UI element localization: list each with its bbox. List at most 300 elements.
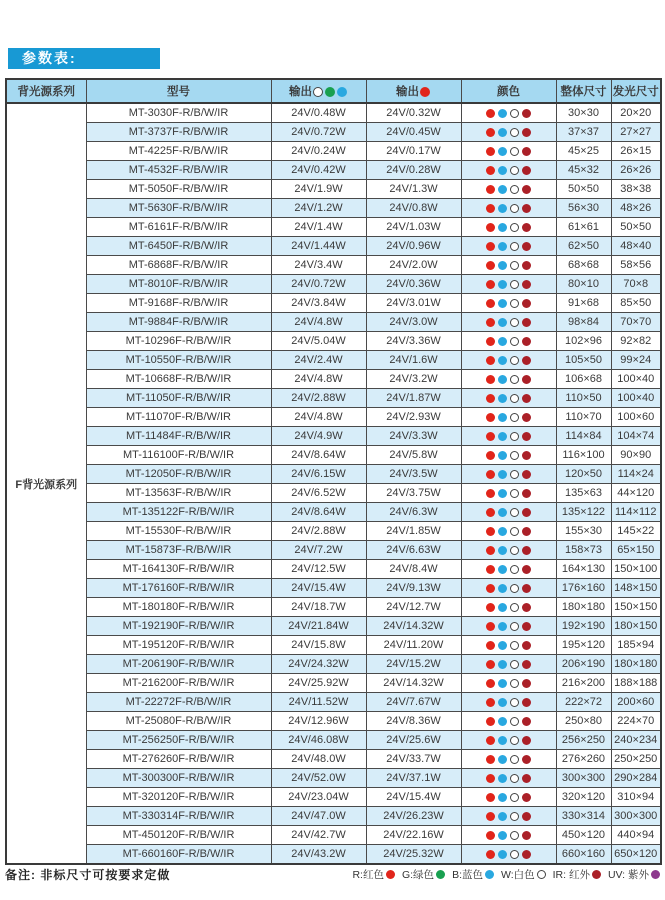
model-cell: MT-4225F-R/B/W/IR — [86, 142, 271, 161]
overall-size-cell: 30×30 — [556, 103, 611, 123]
blue-dot-icon — [498, 527, 507, 536]
color-dots-cell — [461, 103, 556, 123]
model-cell: MT-9168F-R/B/W/IR — [86, 294, 271, 313]
legend-label: G:绿色 — [401, 869, 435, 881]
output-r-cell: 24V/8.36W — [366, 712, 461, 731]
red-dot-icon — [486, 793, 495, 802]
blue-dot-icon — [498, 204, 507, 213]
white-dot-icon — [510, 280, 519, 289]
table-row — [6, 750, 661, 769]
blue-dot-icon — [498, 432, 507, 441]
blue-dot-icon — [498, 413, 507, 422]
model-cell: MT-25080F-R/B/W/IR — [86, 712, 271, 731]
blue-dot-icon — [498, 622, 507, 631]
blue-dot-icon — [498, 337, 507, 346]
legend-item — [608, 867, 660, 882]
emitting-size-cell: 44×120 — [611, 484, 661, 503]
white-dot-icon — [510, 546, 519, 555]
parameter-table — [5, 78, 662, 865]
emitting-size-cell: 38×38 — [611, 180, 661, 199]
model-cell: MT-3737F-R/B/W/IR — [86, 123, 271, 142]
red-dot-icon — [486, 546, 495, 555]
emitting-size-cell: 114×24 — [611, 465, 661, 484]
table-row — [6, 408, 661, 427]
output-r-cell: 24V/1.03W — [366, 218, 461, 237]
emitting-size-cell: 70×8 — [611, 275, 661, 294]
color-dots-cell — [461, 503, 556, 522]
output-r-cell: 24V/8.4W — [366, 560, 461, 579]
legend-label: B:蓝色 — [452, 869, 483, 881]
red-dot-icon — [486, 451, 495, 460]
overall-size-cell: 56×30 — [556, 199, 611, 218]
ir-dot-icon — [522, 147, 531, 156]
model-cell: MT-8010F-R/B/W/IR — [86, 275, 271, 294]
overall-size-cell: 106×68 — [556, 370, 611, 389]
legend-label: IR: 红外 — [552, 869, 590, 881]
red-dot-icon — [486, 128, 495, 137]
color-dots-cell — [461, 826, 556, 845]
output-r-cell: 24V/25.32W — [366, 845, 461, 865]
table-row — [6, 617, 661, 636]
red-dot-icon — [486, 679, 495, 688]
overall-size-cell: 164×130 — [556, 560, 611, 579]
emitting-size-cell: 27×27 — [611, 123, 661, 142]
output-wgb-cell: 24V/3.84W — [271, 294, 366, 313]
model-cell: MT-11070F-R/B/W/IR — [86, 408, 271, 427]
output-wgb-cell: 24V/4.9W — [271, 427, 366, 446]
emitting-size-cell: 26×26 — [611, 161, 661, 180]
white-dot-icon — [510, 831, 519, 840]
color-dots-cell — [461, 465, 556, 484]
red-dot-icon — [486, 641, 495, 650]
output-wgb-cell: 24V/1.44W — [271, 237, 366, 256]
table-row — [6, 370, 661, 389]
overall-size-cell: 158×73 — [556, 541, 611, 560]
output-r-cell: 24V/12.7W — [366, 598, 461, 617]
output-r-cell: 24V/1.87W — [366, 389, 461, 408]
ir-dot-icon — [522, 109, 531, 118]
color-dots-cell — [461, 636, 556, 655]
ir-dot-icon — [522, 774, 531, 783]
blue-dot-icon — [498, 356, 507, 365]
red-dot-icon — [486, 660, 495, 669]
output-r-cell: 24V/3.0W — [366, 313, 461, 332]
model-cell: MT-256250F-R/B/W/IR — [86, 731, 271, 750]
ir-dot-icon — [522, 223, 531, 232]
color-dots-cell — [461, 161, 556, 180]
output-r-cell: 24V/11.20W — [366, 636, 461, 655]
white-dot-icon — [510, 660, 519, 669]
blue-dot-icon — [498, 546, 507, 555]
blue-dot-icon — [498, 717, 507, 726]
emitting-size-cell: 50×50 — [611, 218, 661, 237]
ir-dot-icon — [522, 565, 531, 574]
red-dot-icon — [486, 774, 495, 783]
ir-dot-icon — [522, 375, 531, 384]
output-wgb-cell: 24V/8.64W — [271, 446, 366, 465]
white-dot-icon — [510, 736, 519, 745]
emitting-size-cell: 90×90 — [611, 446, 661, 465]
table-row — [6, 237, 661, 256]
blue-dot-icon — [498, 489, 507, 498]
model-cell: MT-6161F-R/B/W/IR — [86, 218, 271, 237]
white-dot-icon — [510, 223, 519, 232]
white-dot-icon — [510, 318, 519, 327]
emitting-size-cell: 20×20 — [611, 103, 661, 123]
ir-dot-icon — [522, 394, 531, 403]
emitting-size-cell: 150×150 — [611, 598, 661, 617]
output-wgb-cell: 24V/1.4W — [271, 218, 366, 237]
output-r-cell: 24V/37.1W — [366, 769, 461, 788]
overall-size-cell: 276×260 — [556, 750, 611, 769]
header-model: 型号 — [86, 79, 271, 103]
red-dot-icon — [486, 185, 495, 194]
output-r-cell: 24V/15.2W — [366, 655, 461, 674]
table-row — [6, 218, 661, 237]
output-r-cell: 24V/3.2W — [366, 370, 461, 389]
green-dot-icon — [325, 87, 335, 97]
ir-dot-icon — [522, 185, 531, 194]
table-row — [6, 560, 661, 579]
white-dot-icon — [510, 432, 519, 441]
red-dot-icon — [486, 318, 495, 327]
color-dots-cell — [461, 579, 556, 598]
footer-note: 备注: 非标尺寸可按要求定做 — [5, 868, 171, 882]
table-row — [6, 123, 661, 142]
table-row — [6, 731, 661, 750]
white-dot-icon — [510, 679, 519, 688]
overall-size-cell: 120×50 — [556, 465, 611, 484]
blue-dot-icon — [498, 394, 507, 403]
blue-dot-icon — [498, 451, 507, 460]
white-dot-icon — [510, 394, 519, 403]
color-dots-cell — [461, 446, 556, 465]
overall-size-cell: 62×50 — [556, 237, 611, 256]
overall-size-cell: 37×37 — [556, 123, 611, 142]
model-cell: MT-320120F-R/B/W/IR — [86, 788, 271, 807]
color-dots-cell — [461, 655, 556, 674]
ir-dot-icon — [522, 736, 531, 745]
blue-dot-icon — [498, 242, 507, 251]
white-dot-icon — [510, 622, 519, 631]
header-output-r: 输出 — [366, 79, 461, 103]
output-r-cell: 24V/9.13W — [366, 579, 461, 598]
blue-dot-icon — [498, 679, 507, 688]
output-wgb-dots-icon — [312, 86, 348, 98]
red-dot-icon — [486, 470, 495, 479]
emitting-size-cell: 224×70 — [611, 712, 661, 731]
overall-size-cell: 105×50 — [556, 351, 611, 370]
ir-dot-icon — [522, 527, 531, 536]
output-wgb-cell: 24V/42.7W — [271, 826, 366, 845]
ir-dot-icon — [522, 204, 531, 213]
emitting-size-cell: 180×180 — [611, 655, 661, 674]
red-dot-icon — [486, 527, 495, 536]
red-dot-icon — [486, 261, 495, 270]
model-cell: MT-6450F-R/B/W/IR — [86, 237, 271, 256]
red-dot-icon — [486, 280, 495, 289]
table-row — [6, 294, 661, 313]
white-dot-icon — [510, 147, 519, 156]
overall-size-cell: 450×120 — [556, 826, 611, 845]
emitting-size-cell: 440×94 — [611, 826, 661, 845]
color-legend — [352, 867, 660, 882]
output-r-cell: 24V/0.8W — [366, 199, 461, 218]
output-r-cell: 24V/6.3W — [366, 503, 461, 522]
emitting-size-cell: 185×94 — [611, 636, 661, 655]
overall-size-cell: 80×10 — [556, 275, 611, 294]
white-dot-icon — [510, 242, 519, 251]
output-wgb-cell: 24V/25.92W — [271, 674, 366, 693]
model-cell: MT-330314F-R/B/W/IR — [86, 807, 271, 826]
legend-item — [553, 867, 601, 882]
model-cell: MT-195120F-R/B/W/IR — [86, 636, 271, 655]
color-dots-cell — [461, 845, 556, 865]
red-dot-icon — [486, 166, 495, 175]
color-dots-cell — [461, 712, 556, 731]
emitting-size-cell: 26×15 — [611, 142, 661, 161]
white-dot-icon — [510, 584, 519, 593]
output-wgb-cell: 24V/8.64W — [271, 503, 366, 522]
output-r-cell: 24V/3.75W — [366, 484, 461, 503]
overall-size-cell: 98×84 — [556, 313, 611, 332]
white-dot-icon — [510, 413, 519, 422]
output-wgb-cell: 24V/21.84W — [271, 617, 366, 636]
output-r-cell: 24V/1.6W — [366, 351, 461, 370]
output-r-cell: 24V/15.4W — [366, 788, 461, 807]
output-wgb-cell: 24V/24.32W — [271, 655, 366, 674]
output-wgb-cell: 24V/18.7W — [271, 598, 366, 617]
blue-dot-icon — [498, 793, 507, 802]
blue-dot-icon — [498, 299, 507, 308]
color-dots-cell — [461, 351, 556, 370]
table-row — [6, 541, 661, 560]
emitting-size-cell: 148×150 — [611, 579, 661, 598]
color-dots-cell — [461, 332, 556, 351]
output-wgb-cell: 24V/46.08W — [271, 731, 366, 750]
ir-dot-icon — [522, 755, 531, 764]
color-dots-cell — [461, 522, 556, 541]
model-cell: MT-135122F-R/B/W/IR — [86, 503, 271, 522]
ir-dot-icon — [522, 261, 531, 270]
blue-dot-icon — [498, 147, 507, 156]
model-cell: MT-450120F-R/B/W/IR — [86, 826, 271, 845]
blue-dot-icon — [498, 850, 507, 859]
table-row — [6, 636, 661, 655]
output-r-cell: 24V/1.85W — [366, 522, 461, 541]
color-dots-cell — [461, 560, 556, 579]
color-dots-cell — [461, 180, 556, 199]
output-wgb-cell: 24V/7.2W — [271, 541, 366, 560]
table-row — [6, 199, 661, 218]
color-dots-cell — [461, 731, 556, 750]
emitting-size-cell: 650×120 — [611, 845, 661, 865]
header-color: 颜色 — [461, 79, 556, 103]
emitting-size-cell: 100×40 — [611, 370, 661, 389]
color-dots-cell — [461, 674, 556, 693]
white-dot-icon — [510, 812, 519, 821]
ir-dot-icon — [522, 470, 531, 479]
white-dot-icon — [510, 470, 519, 479]
output-wgb-cell: 24V/11.52W — [271, 693, 366, 712]
page-title — [8, 48, 160, 69]
output-wgb-cell: 24V/12.5W — [271, 560, 366, 579]
model-cell: MT-300300F-R/B/W/IR — [86, 769, 271, 788]
overall-size-cell: 135×122 — [556, 503, 611, 522]
table-row — [6, 256, 661, 275]
table-row — [6, 788, 661, 807]
ir-dot-icon — [522, 793, 531, 802]
table-row — [6, 446, 661, 465]
legend-label: R:红色 — [352, 869, 384, 881]
red-dot-icon — [420, 87, 430, 97]
legend-label: UV: 紫外 — [607, 869, 649, 881]
ir-dot-icon — [522, 432, 531, 441]
output-wgb-cell: 24V/12.96W — [271, 712, 366, 731]
red-dot-icon — [486, 147, 495, 156]
output-wgb-cell: 24V/0.72W — [271, 123, 366, 142]
legend-item — [501, 867, 546, 882]
blue-dot-icon — [498, 185, 507, 194]
overall-size-cell: 50×50 — [556, 180, 611, 199]
output-wgb-cell: 24V/0.24W — [271, 142, 366, 161]
ir-dot-icon — [522, 812, 531, 821]
emitting-size-cell: 114×112 — [611, 503, 661, 522]
table-row — [6, 313, 661, 332]
emitting-size-cell: 188×188 — [611, 674, 661, 693]
red-dot-icon — [486, 432, 495, 441]
overall-size-cell: 155×30 — [556, 522, 611, 541]
model-cell: MT-10668F-R/B/W/IR — [86, 370, 271, 389]
table-header — [6, 79, 661, 103]
model-cell: MT-4532F-R/B/W/IR — [86, 161, 271, 180]
model-cell: MT-3030F-R/B/W/IR — [86, 103, 271, 123]
ir-dot-icon — [522, 641, 531, 650]
red-dot-icon — [486, 698, 495, 707]
overall-size-cell: 206×190 — [556, 655, 611, 674]
output-r-cell: 24V/3.01W — [366, 294, 461, 313]
model-cell: MT-11050F-R/B/W/IR — [86, 389, 271, 408]
emitting-size-cell: 85×50 — [611, 294, 661, 313]
footer — [5, 866, 660, 883]
white-dot-icon — [510, 850, 519, 859]
blue-dot-icon — [337, 87, 347, 97]
output-r-cell: 24V/0.36W — [366, 275, 461, 294]
table-row — [6, 598, 661, 617]
white-dot-icon — [510, 603, 519, 612]
output-r-cell: 24V/2.93W — [366, 408, 461, 427]
ir-dot-icon — [522, 128, 531, 137]
overall-size-cell: 300×300 — [556, 769, 611, 788]
model-cell: MT-276260F-R/B/W/IR — [86, 750, 271, 769]
red-dot-icon — [486, 299, 495, 308]
blue-dot-icon — [498, 166, 507, 175]
table-row — [6, 351, 661, 370]
blue-dot-icon — [498, 755, 507, 764]
output-wgb-cell: 24V/1.2W — [271, 199, 366, 218]
white-dot-icon — [510, 299, 519, 308]
output-wgb-cell: 24V/23.04W — [271, 788, 366, 807]
model-cell: MT-164130F-R/B/W/IR — [86, 560, 271, 579]
color-dots-cell — [461, 807, 556, 826]
red-dot-icon — [486, 109, 495, 118]
blue-dot-icon — [498, 470, 507, 479]
ir-dot-icon — [522, 299, 531, 308]
white-dot-icon — [510, 527, 519, 536]
model-cell: MT-12050F-R/B/W/IR — [86, 465, 271, 484]
white-dot-icon — [313, 87, 323, 97]
color-dots-cell — [461, 427, 556, 446]
color-dots-cell — [461, 218, 556, 237]
white-dot-icon — [510, 565, 519, 574]
model-cell: MT-192190F-R/B/W/IR — [86, 617, 271, 636]
color-dots-cell — [461, 256, 556, 275]
ir-dot-icon — [522, 717, 531, 726]
output-wgb-cell: 24V/2.88W — [271, 389, 366, 408]
overall-size-cell: 192×190 — [556, 617, 611, 636]
ir-dot-icon — [522, 337, 531, 346]
output-wgb-cell: 24V/47.0W — [271, 807, 366, 826]
emitting-size-cell: 92×82 — [611, 332, 661, 351]
output-r-cell: 24V/0.96W — [366, 237, 461, 256]
legend-item — [352, 867, 395, 882]
output-wgb-cell: 24V/4.8W — [271, 313, 366, 332]
emitting-size-cell: 100×60 — [611, 408, 661, 427]
legend-label: W:白色 — [500, 869, 535, 881]
white-dot-icon — [510, 793, 519, 802]
emitting-size-cell: 240×234 — [611, 731, 661, 750]
overall-size-cell: 102×96 — [556, 332, 611, 351]
red-dot-icon — [486, 850, 495, 859]
overall-size-cell: 116×100 — [556, 446, 611, 465]
blue-dot-icon — [498, 603, 507, 612]
page-title-text: 参数表: — [22, 50, 77, 66]
red-dot-icon — [486, 394, 495, 403]
model-cell: MT-9884F-R/B/W/IR — [86, 313, 271, 332]
output-r-cell: 24V/7.67W — [366, 693, 461, 712]
emitting-size-cell: 70×70 — [611, 313, 661, 332]
color-dots-cell — [461, 389, 556, 408]
ir-dot-icon — [522, 679, 531, 688]
table-row — [6, 712, 661, 731]
model-cell: MT-660160F-R/B/W/IR — [86, 845, 271, 865]
emitting-size-cell: 310×94 — [611, 788, 661, 807]
color-dots-cell — [461, 275, 556, 294]
emitting-size-cell: 150×100 — [611, 560, 661, 579]
white-dot-icon — [510, 204, 519, 213]
blue-dot-icon — [498, 375, 507, 384]
red-dot-icon — [486, 356, 495, 365]
output-r-cell: 24V/25.6W — [366, 731, 461, 750]
table-row — [6, 807, 661, 826]
output-r-cell: 24V/26.23W — [366, 807, 461, 826]
color-dots-cell — [461, 598, 556, 617]
color-dots-cell — [461, 199, 556, 218]
white-dot-icon — [510, 489, 519, 498]
color-dots-cell — [461, 408, 556, 427]
ir-dot-icon — [522, 698, 531, 707]
table-row — [6, 674, 661, 693]
white-dot-icon — [510, 451, 519, 460]
white-dot-icon — [510, 774, 519, 783]
ir-dot-icon — [522, 546, 531, 555]
ir-dot-icon — [592, 870, 601, 879]
output-r-cell: 24V/3.3W — [366, 427, 461, 446]
white-dot-icon — [510, 508, 519, 517]
table-row — [6, 522, 661, 541]
emitting-size-cell: 250×250 — [611, 750, 661, 769]
color-dots-cell — [461, 750, 556, 769]
